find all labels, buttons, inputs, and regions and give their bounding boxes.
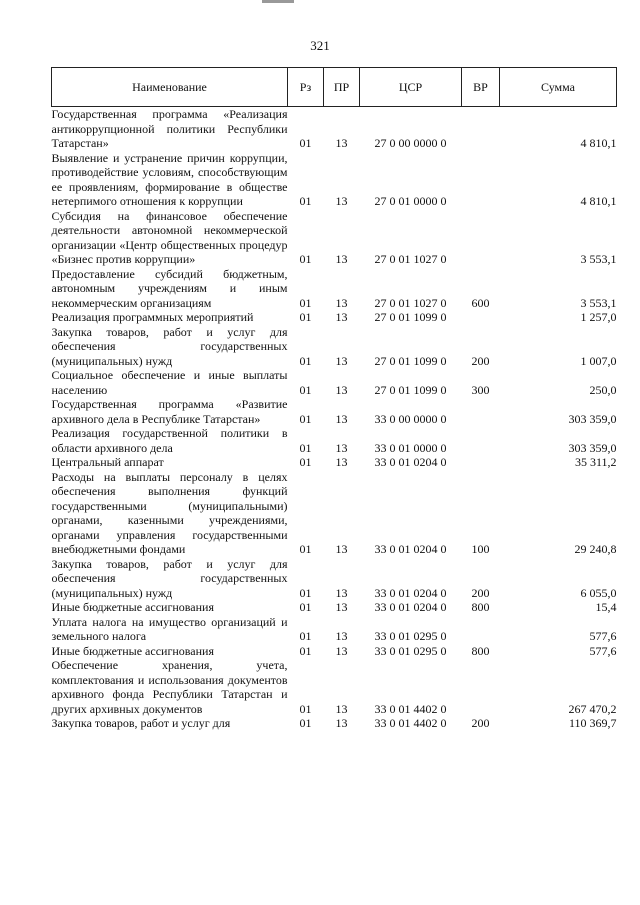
table-row (52, 397, 617, 426)
cell-pr: 13 (335, 411, 348, 426)
cell-name: Реализация программных мероприятий (51, 310, 254, 324)
header-sum: Сумма (500, 68, 617, 107)
cell-csr: 27 0 01 1099 0 (374, 353, 447, 368)
header-pr: ПР (324, 68, 360, 107)
cell-csr: 27 0 01 1027 0 (374, 252, 447, 266)
table-row (52, 557, 617, 601)
header-vr: ВР (462, 68, 500, 107)
cell-name: Выявление и устранение причин коррупции, противодействие условиям, способствующим ее проявлениям, формирование в обществе нетерпимого отношения к коррупции (51, 150, 288, 208)
cell-sum: 35 311,2 (574, 455, 617, 469)
table-row (52, 209, 617, 267)
cell-sum: 267 470,2 (568, 701, 617, 716)
cell-sum: 303 359,0 (568, 411, 617, 426)
cell-sum: 29 240,8 (574, 542, 617, 556)
cell-rz: 01 (299, 701, 312, 716)
cell-pr: 13 (335, 310, 348, 324)
table-row (52, 615, 617, 644)
cell-vr (462, 397, 500, 426)
cell-vr (462, 615, 500, 644)
table-row (52, 151, 617, 209)
cell-vr (462, 455, 500, 470)
cell-csr: 33 0 01 0204 0 (374, 585, 447, 600)
cell-sum: 6 055,0 (580, 585, 617, 600)
cell-name: Закупка товаров, работ и услуг для обеспечения государственных (муниципальных) нужд (51, 324, 288, 368)
cell-vr: 100 (471, 542, 490, 556)
cell-sum: 1 007,0 (580, 353, 617, 368)
cell-pr: 13 (335, 455, 348, 469)
cell-csr: 33 0 01 0204 0 (374, 600, 447, 614)
table-row (52, 716, 617, 731)
table-row (52, 426, 617, 455)
cell-vr: 800 (471, 600, 490, 614)
cell-vr: 200 (471, 716, 490, 730)
cell-pr: 13 (335, 252, 348, 266)
page-number: 321 (310, 38, 330, 53)
cell-sum: 250,0 (589, 382, 617, 397)
cell-sum: 4 810,1 (580, 194, 617, 208)
cell-vr: 200 (471, 353, 490, 368)
cell-sum: 3 553,1 (580, 295, 617, 310)
cell-rz: 01 (299, 252, 312, 266)
cell-pr: 13 (335, 629, 348, 643)
cell-sum: 577,6 (589, 643, 617, 658)
cell-name: Субсидия на финансовое обеспечение деятельности автономной некоммерческой организации «Центр общественных процедур «Бизнес против коррупции» (51, 208, 288, 266)
cell-csr: 27 0 01 0000 0 (374, 194, 447, 208)
cell-name: Закупка товаров, работ и услуг для обеспечения государственных (муниципальных) нужд (51, 556, 288, 600)
cell-sum: 577,6 (589, 629, 617, 643)
cell-sum: 3 553,1 (580, 252, 617, 266)
cell-rz: 01 (299, 542, 312, 556)
cell-pr: 13 (335, 353, 348, 368)
cell-rz: 01 (299, 411, 312, 426)
cell-csr: 33 0 01 0204 0 (374, 542, 447, 556)
cell-name: Закупка товаров, работ и услуг для (51, 716, 231, 730)
cell-sum: 15,4 (595, 600, 617, 614)
cell-name: Уплата налога на имущество организаций и земельного налога (51, 614, 288, 643)
cell-vr (462, 151, 500, 209)
cell-csr: 33 0 01 4402 0 (374, 716, 447, 730)
cell-csr: 33 0 00 0000 0 (374, 411, 447, 426)
table-row (52, 658, 617, 716)
cell-vr (462, 209, 500, 267)
cell-csr: 33 0 01 4402 0 (374, 701, 447, 716)
cell-sum: 303 359,0 (568, 440, 617, 455)
top-scan-mark (262, 0, 294, 3)
cell-pr: 13 (335, 194, 348, 208)
cell-csr: 27 0 00 0000 0 (374, 136, 447, 150)
cell-pr: 13 (335, 440, 348, 455)
cell-pr: 13 (335, 382, 348, 397)
cell-name: Центральный аппарат (51, 455, 164, 469)
table-row (52, 644, 617, 659)
cell-vr (462, 658, 500, 716)
cell-vr: 600 (471, 295, 490, 310)
table-row (52, 310, 617, 325)
cell-rz: 01 (299, 629, 312, 643)
cell-vr (462, 107, 500, 151)
cell-csr: 33 0 01 0204 0 (374, 455, 447, 469)
cell-pr: 13 (335, 716, 348, 730)
cell-name: Государственная программа «Реализация антикоррупционной политики Республики Татарстан» (51, 107, 288, 150)
cell-rz: 01 (299, 136, 312, 150)
cell-rz: 01 (299, 585, 312, 600)
cell-pr: 13 (335, 600, 348, 614)
table-row (52, 325, 617, 369)
cell-sum: 4 810,1 (580, 136, 617, 150)
cell-vr: 300 (471, 382, 490, 397)
cell-rz: 01 (299, 600, 312, 614)
table-row (52, 470, 617, 557)
cell-sum: 110 369,7 (568, 716, 617, 730)
cell-name: Социальное обеспечение и иные выплаты населению (51, 368, 288, 397)
table-row (52, 107, 617, 151)
cell-csr: 33 0 01 0295 0 (374, 629, 447, 643)
cell-name: Государственная программа «Развитие архивного дела в Республике Татарстан» (51, 397, 288, 426)
cell-pr: 13 (335, 701, 348, 716)
cell-rz: 01 (299, 455, 312, 469)
cell-rz: 01 (299, 382, 312, 397)
table-row (52, 455, 617, 470)
cell-rz: 01 (299, 353, 312, 368)
table-header-row (52, 68, 617, 107)
cell-pr: 13 (335, 136, 348, 150)
cell-rz: 01 (299, 194, 312, 208)
cell-pr: 13 (335, 542, 348, 556)
cell-name: Иные бюджетные ассигнования (51, 600, 214, 614)
cell-rz: 01 (299, 440, 312, 455)
cell-csr: 33 0 01 0000 0 (374, 440, 447, 455)
header-name: Наименование (52, 68, 288, 107)
cell-rz: 01 (299, 295, 312, 310)
cell-name: Предоставление субсидий бюджетным, автономным учреждениям и иным некоммерческим организациям (51, 266, 288, 310)
cell-csr: 27 0 01 1099 0 (374, 310, 447, 324)
cell-name: Иные бюджетные ассигнования (51, 643, 214, 658)
budget-table (51, 67, 617, 731)
table-row (52, 600, 617, 615)
table-row (52, 368, 617, 397)
cell-csr: 27 0 01 1099 0 (374, 382, 447, 397)
cell-rz: 01 (299, 716, 312, 730)
cell-pr: 13 (335, 295, 348, 310)
header-csr: ЦСР (360, 68, 462, 107)
table-row (52, 267, 617, 311)
cell-csr: 27 0 01 1027 0 (374, 295, 447, 310)
cell-pr: 13 (335, 643, 348, 658)
cell-rz: 01 (299, 310, 312, 324)
cell-rz: 01 (299, 643, 312, 658)
cell-pr: 13 (335, 585, 348, 600)
cell-name: Расходы на выплаты персоналу в целях обеспечения выполнения функций государственными (муниципальными) органами, казенными учреждениями, органами управления государственными внебюджетными фондами (51, 469, 288, 556)
cell-vr: 200 (471, 585, 490, 600)
cell-vr (462, 310, 500, 325)
cell-sum: 1 257,0 (580, 310, 617, 324)
cell-name: Обеспечение хранения, учета, комплектования и использования документов архивного фонда Республики Татарстан и других архивных документов (51, 658, 288, 716)
cell-name: Реализация государственной политики в области архивного дела (51, 426, 288, 455)
cell-vr (462, 426, 500, 455)
cell-csr: 33 0 01 0295 0 (374, 643, 447, 658)
header-rz: Рз (288, 68, 324, 107)
cell-vr: 800 (471, 643, 490, 658)
